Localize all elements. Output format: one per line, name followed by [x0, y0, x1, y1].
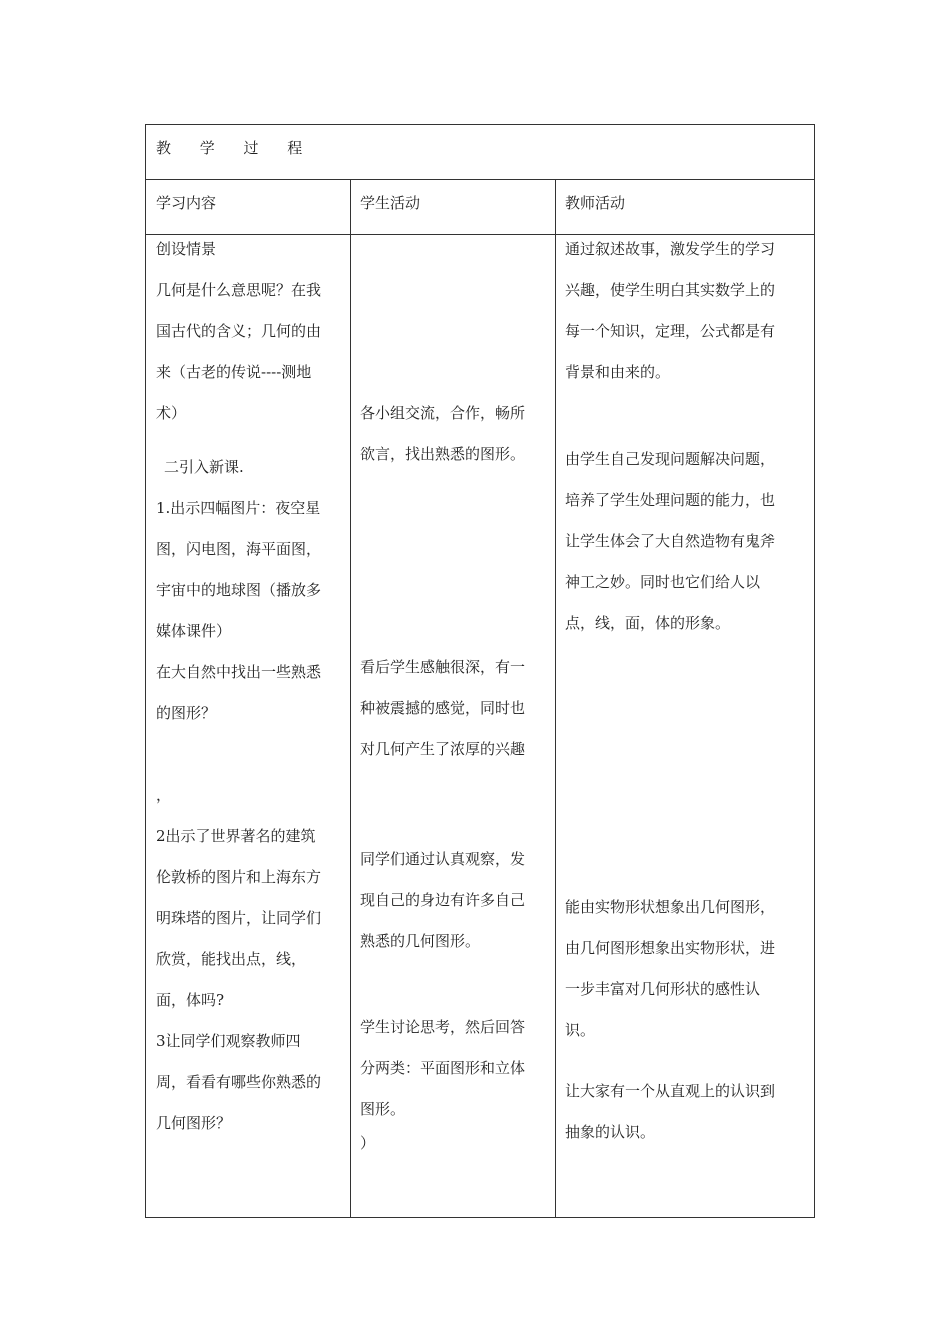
- text-line: 在大自然中找出一些熟悉: [156, 663, 322, 681]
- text-line: 让学生体会了大自然造物有鬼斧: [565, 532, 776, 550]
- text-line: 几何图形？: [156, 1114, 232, 1132]
- text-line: 来（古老的传说----测地: [156, 363, 312, 381]
- text-line: 同学们通过认真观察，发: [360, 850, 526, 868]
- teacher-block-2: [565, 439, 809, 644]
- text-line: 让大家有一个从直观上的认识到: [565, 1082, 776, 1100]
- student-block-1: [360, 393, 548, 475]
- text-line: 一步丰富对几何形状的感性认: [565, 980, 761, 998]
- text-line: 分两类：平面图形和立体: [360, 1059, 526, 1077]
- header-learning-content: 学习内容: [156, 194, 217, 212]
- text-line: 各小组交流，合作，畅所: [360, 404, 526, 422]
- text-line: 种被震撼的感觉，同时也: [360, 699, 526, 717]
- text-line: 每一个知识，定理，公式都是有: [565, 322, 776, 340]
- text-line: 二引入新课.: [164, 458, 244, 476]
- text-line: 识。: [565, 1021, 596, 1039]
- text-line: 点，线，面，体的形象。: [565, 614, 731, 632]
- teacher-block-4: [565, 1071, 809, 1153]
- table-header-row: [146, 180, 814, 235]
- column-divider: [350, 180, 351, 1217]
- content-block-buildings: [156, 775, 344, 1021]
- text-line: 几何是什么意思呢？在我: [156, 281, 322, 299]
- student-block-4: [360, 1007, 548, 1156]
- text-line: 由学生自己发现问题解决问题，: [565, 450, 776, 468]
- text-line: 明珠塔的图片，让同学们: [156, 909, 322, 927]
- text-line: ）: [360, 1134, 376, 1152]
- header-student-activity: 学生活动: [360, 194, 421, 212]
- teacher-block-1: [565, 229, 809, 393]
- text-line: 3让同学们观察教师四: [156, 1032, 301, 1050]
- text-line: 1.出示四幅图片：夜空星: [156, 499, 321, 517]
- text-line: 图，闪电图，海平面图，: [156, 540, 322, 558]
- header-teacher-activity: 教师活动: [565, 194, 626, 212]
- content-block-intro: [156, 229, 344, 434]
- text-line: 国古代的含义；几何的由: [156, 322, 322, 340]
- text-line: 欣赏，能找出点，线，: [156, 950, 307, 968]
- text-line: 创设情景: [156, 240, 217, 258]
- text-line: 面，体吗?: [156, 991, 225, 1009]
- text-line: 欲言，找出熟悉的图形。: [360, 445, 526, 463]
- text-line: 抽象的认识。: [565, 1123, 656, 1141]
- text-line: 背景和由来的。: [565, 363, 671, 381]
- text-line: 神工之妙。同时也它们给人以: [565, 573, 761, 591]
- text-line: 术）: [156, 404, 187, 422]
- lesson-table: [145, 124, 815, 1218]
- text-line: 看后学生感触很深，有一: [360, 658, 526, 676]
- text-line: 培养了学生处理问题的能力，也: [565, 491, 776, 509]
- text-line: 学生讨论思考，然后回答: [360, 1018, 526, 1036]
- text-line: 通过叙述故事，激发学生的学习: [565, 240, 776, 258]
- text-line: 现自己的身边有许多自己: [360, 891, 526, 909]
- text-line: 能由实物形状想象出几何图形，: [565, 898, 776, 916]
- section-title: 教 学 过 程: [156, 139, 315, 157]
- table-title-row: [146, 125, 814, 180]
- text-line: 宇宙中的地球图（播放多: [156, 581, 322, 599]
- text-line: 兴趣，使学生明白其实数学上的: [565, 281, 776, 299]
- text-line: 周，看看有哪些你熟悉的: [156, 1073, 322, 1091]
- student-block-2: [360, 647, 548, 770]
- content-block-observe: [156, 1021, 344, 1144]
- teacher-block-3: [565, 887, 809, 1051]
- text-line: 由几何图形想象出实物形状，进: [565, 939, 776, 957]
- text-line: 的图形？: [156, 704, 217, 722]
- text-line: 熟悉的几何图形。: [360, 932, 481, 950]
- text-line: 2出示了世界著名的建筑: [156, 827, 316, 845]
- text-line: 图形。: [360, 1100, 406, 1118]
- column-divider: [555, 180, 556, 1217]
- text-line: 对几何产生了浓厚的兴趣: [360, 740, 526, 758]
- content-block-new-lesson: [156, 447, 344, 734]
- text-line: 媒体课件）: [156, 622, 232, 640]
- text-line: 伦敦桥的图片和上海东方: [156, 868, 322, 886]
- text-line: ，: [156, 786, 172, 804]
- student-block-3: [360, 839, 548, 962]
